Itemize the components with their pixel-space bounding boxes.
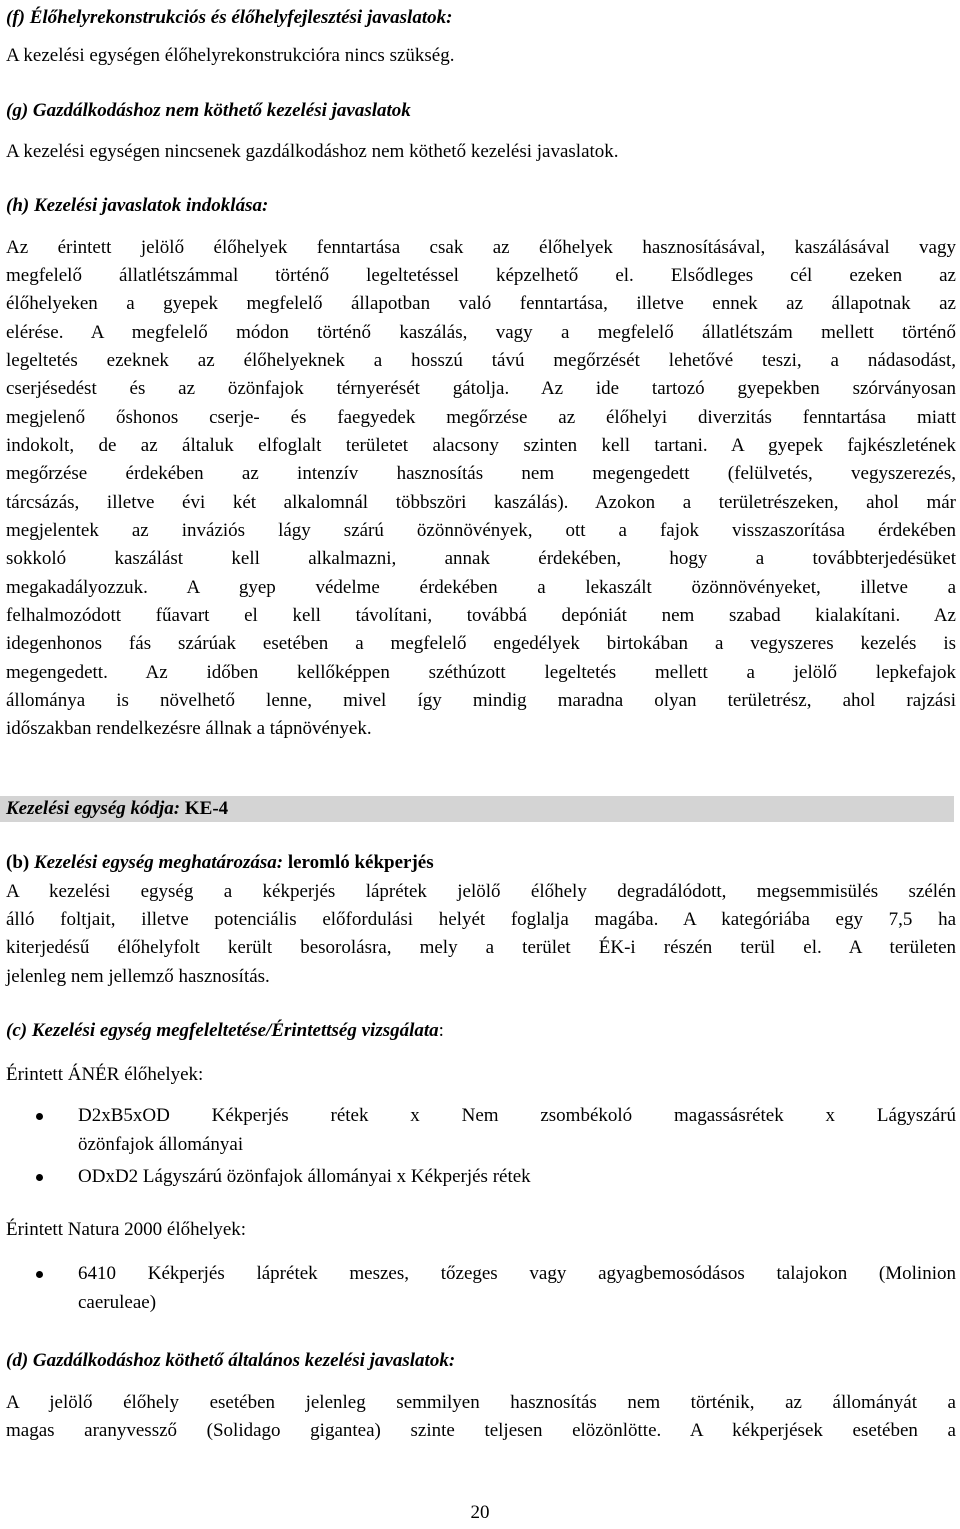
list-item-text: 6410 Kékperjés láprétek meszes, tőzeges vagy agyagbemosódásos talajokon (Molinion [78, 1263, 956, 1284]
paragraph-line: megakadályozzuk. A gyep védelme érdekében a lekaszált özönnövényeket, illetve a [6, 577, 956, 598]
paragraph-line: álló foltjait, illetve potenciális előfordulási helyét foglalja magába. A kategóriába egy 7,5 ha [6, 909, 956, 930]
paragraph-line: állománya is növelhető lenne, mivel így mindig maradna olyan területrész, ahol rajzási [6, 690, 956, 711]
section-c-heading [6, 1020, 444, 1042]
paragraph-line: felhalmozódott fűavart el kell távolítani, továbbá depóniát nem szabad kialakítani. Az [6, 605, 956, 626]
paragraph-line: legeltetés ezeknek az élőhelyeknek a hosszú távú megőrzését lehetővé teszi, a nádasodást, [6, 350, 956, 371]
list-item-text: özönfajok állományai [78, 1134, 244, 1155]
unit-code-value: KE-4 [184, 798, 229, 819]
section-c-label: (c) Kezelési egység megfeleltetése/Érintettség vizsgálata [6, 1020, 439, 1041]
paragraph-line: megőrzése érdekében az intenzív hasznosítás nem megengedett (felülvetés, vegyszerezés, [6, 463, 956, 484]
paragraph-line: idegenhonos fás szárúak esetében a megfelelő engedélyek birtokában a vegyszeres kezelés is [6, 633, 956, 654]
paragraph-line: megengedett. Az időben kellőképpen széthúzott legeltetés mellett a jelölő lepkefajok [6, 662, 956, 683]
aner-label: Érintett ÁNÉR élőhelyek: [6, 1064, 204, 1085]
natura-label: Érintett Natura 2000 élőhelyek: [6, 1219, 247, 1240]
section-b-prefix: (b) [6, 852, 30, 873]
paragraph-line: időszakban rendelkezésre állnak a tápnövények. [6, 718, 372, 739]
paragraph-line: sokkoló kaszálást kell alkalmazni, annak érdekében, hogy a továbbterjedésüket [6, 548, 956, 569]
section-b-label: Kezelési egység meghatározása: [33, 852, 284, 873]
paragraph-line: megjelenő őshonos cserje- és faegyedek megőrzése az élőhelyi diverzitás fenntartása miatt [6, 407, 956, 428]
section-g-text: A kezelési egységen nincsenek gazdálkodáshoz nem köthető kezelési javaslatok. [6, 141, 619, 162]
paragraph-line: A jelölő élőhely esetében jelenleg semmilyen hasznosítás nem történik, az állományát a [6, 1392, 956, 1413]
paragraph-line: kiterjedésű élőhelyfolt került besorolásra, mely a terület ÉK-i részén terül el. A területen [6, 937, 956, 958]
section-b-value: leromló kékperjés [287, 852, 434, 873]
list-item-text: caeruleae) [78, 1292, 157, 1313]
paragraph-line: cserjésedést és az özönfajok térnyerését gátolja. Az ide tartozó gyepekben szórványosan [6, 378, 956, 399]
paragraph-line: jelenleg nem jellemző hasznosítás. [6, 966, 270, 987]
paragraph-line: megfelelő állatlétszámmal történő legeltetéssel képzelhető el. Elsődleges cél ezeken az [6, 265, 956, 286]
paragraph-line: tárcsázás, illetve évi két alkalomnál többszöri kaszálás). Azokon a területrészeken, ahol már [6, 492, 956, 513]
section-b-heading [6, 852, 434, 874]
paragraph-line: A kezelési egység a kékperjés láprétek jelölő élőhely degradálódott, megsemmisülés szélén [6, 881, 956, 902]
paragraph-line: élőhelyeken a gyepek megfelelő állapotban való fenntartása, illetve ennek az állapotnak az [6, 293, 956, 314]
page-number: 20 [470, 1502, 490, 1523]
paragraph-line: magas aranyvessző (Solidago gigantea) szinte teljesen elözönlötte. A kékperjések esetében a [6, 1420, 956, 1441]
unit-code-heading [6, 798, 228, 820]
section-c-colon: : [438, 1020, 444, 1041]
section-h-heading: (h) Kezelési javaslatok indoklása: [6, 195, 269, 216]
section-d-heading: (d) Gazdálkodáshoz köthető általános kezelési javaslatok: [6, 1350, 456, 1371]
section-f-heading: (f) Élőhelyrekonstrukciós és élőhelyfejlesztési javaslatok: [6, 7, 453, 28]
list-item-text: ODxD2 Lágyszárú özönfajok állományai x Kékperjés rétek [78, 1166, 531, 1187]
section-f-text: A kezelési egységen élőhelyrekonstrukcióra nincs szükség. [6, 45, 455, 66]
paragraph-line: Az érintett jelölő élőhelyek fenntartása csak az élőhelyek hasznosításával, kaszálásával vagy [6, 237, 956, 258]
paragraph-line: elérése. A megfelelő módon történő kaszálás, vagy a megfelelő állatlétszám mellett történő [6, 322, 956, 343]
paragraph-line: megjelentek az inváziós lágy szárú özönnövények, ott a fajok visszaszorítása érdekében [6, 520, 956, 541]
unit-code-label: Kezelési egység kódja: [6, 798, 181, 819]
list-item-text: D2xB5xOD Kékperjés rétek x Nem zsombékoló magassásrétek x Lágyszárú [78, 1105, 956, 1126]
paragraph-line: indokolt, de az általuk elfoglalt területet alacsony szinten kell tartani. A gyepek fajkészletének [6, 435, 956, 456]
section-g-heading: (g) Gazdálkodáshoz nem köthető kezelési javaslatok [6, 100, 411, 121]
